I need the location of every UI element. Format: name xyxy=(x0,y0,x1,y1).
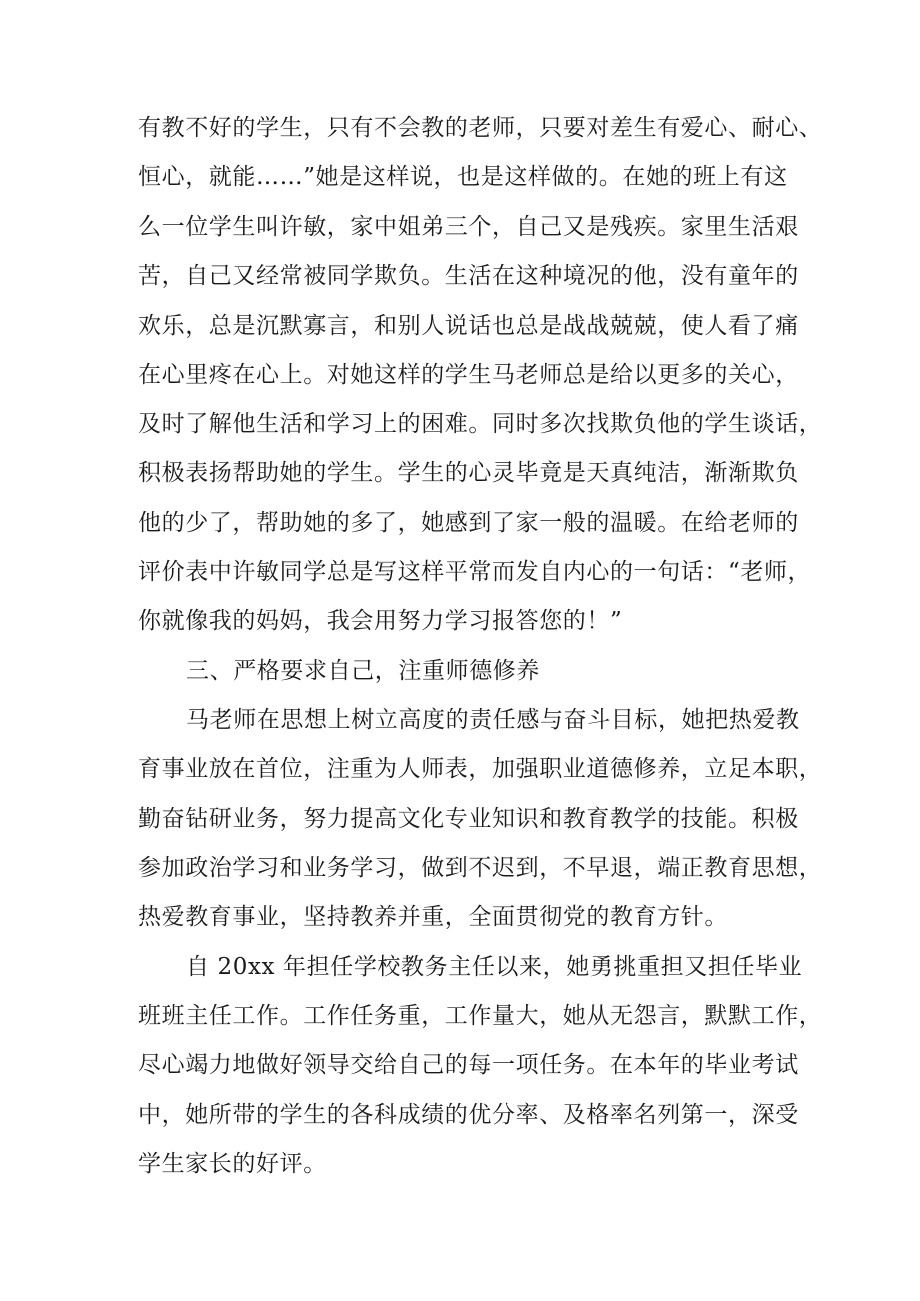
paragraph-line: 苦，自己又经常被同学欺负。生活在这种境况的他，没有童年的 xyxy=(138,263,799,289)
paragraph-line: 育事业放在首位，注重为人师表，加强职业道德修养，立足本职， xyxy=(138,756,823,782)
paragraph-line: 学生家长的好评。 xyxy=(138,1151,327,1177)
paragraph-line: 你就像我的妈妈，我会用努力学习报答您的！” xyxy=(138,608,623,634)
paragraph-line: 班班主任工作。工作任务重，工作量大，她从无怨言，默默工作， xyxy=(138,1003,823,1029)
paragraph-line: 有教不好的学生，只有不会教的老师，只要对差生有爱心、耐心、 xyxy=(138,115,823,141)
paragraph-line: 尽心竭力地做好领导交给自己的每一项任务。在本年的毕业考试 xyxy=(138,1052,799,1078)
paragraph-line: 评价表中许敏同学总是写这样平常而发自内心的一句话：“老师， xyxy=(138,559,812,585)
paragraph-line: 参加政治学习和业务学习，做到不迟到，不早退，端正教育思想， xyxy=(138,855,823,881)
paragraph-line: 欢乐，总是沉默寡言，和别人说话也总是战战兢兢，使人看了痛 xyxy=(138,313,799,339)
paragraph-line: 勤奋钻研业务，努力提高文化专业知识和教育教学的技能。积极 xyxy=(138,806,799,832)
paragraph-first-line: 自 20xx 年担任学校教务主任以来，她勇挑重担又担任毕业 xyxy=(186,954,803,980)
paragraph-line: 中，她所带的学生的各科成绩的优分率、及格率名列第一，深受 xyxy=(138,1102,799,1128)
paragraph-line: 及时了解他生活和学习上的困难。同时多次找欺负他的学生谈话， xyxy=(138,411,823,437)
paragraph-line: 积极表扬帮助她的学生。学生的心灵毕竟是天真纯洁，渐渐欺负 xyxy=(138,460,799,486)
paragraph-line: 么一位学生叫许敏，家中姐弟三个，自己又是残疾。家里生活艰 xyxy=(138,214,799,240)
paragraph-line: 他的少了，帮助她的多了，她感到了家一般的温暖。在给老师的 xyxy=(138,510,799,536)
paragraph-line: 热爱教育事业，坚持教养并重，全面贯彻党的教育方针。 xyxy=(138,904,728,930)
paragraph-line: 恒心，就能……”她是这样说，也是这样做的。在她的班上有这 xyxy=(138,164,788,190)
paragraph-first-line: 马老师在思想上树立高度的责任感与奋斗目标，她把热爱教 xyxy=(186,707,800,733)
section-heading: 三、严格要求自己，注重师德修养 xyxy=(186,658,540,684)
paragraph-line: 在心里疼在心上。对她这样的学生马老师总是给以更多的关心， xyxy=(138,362,799,388)
